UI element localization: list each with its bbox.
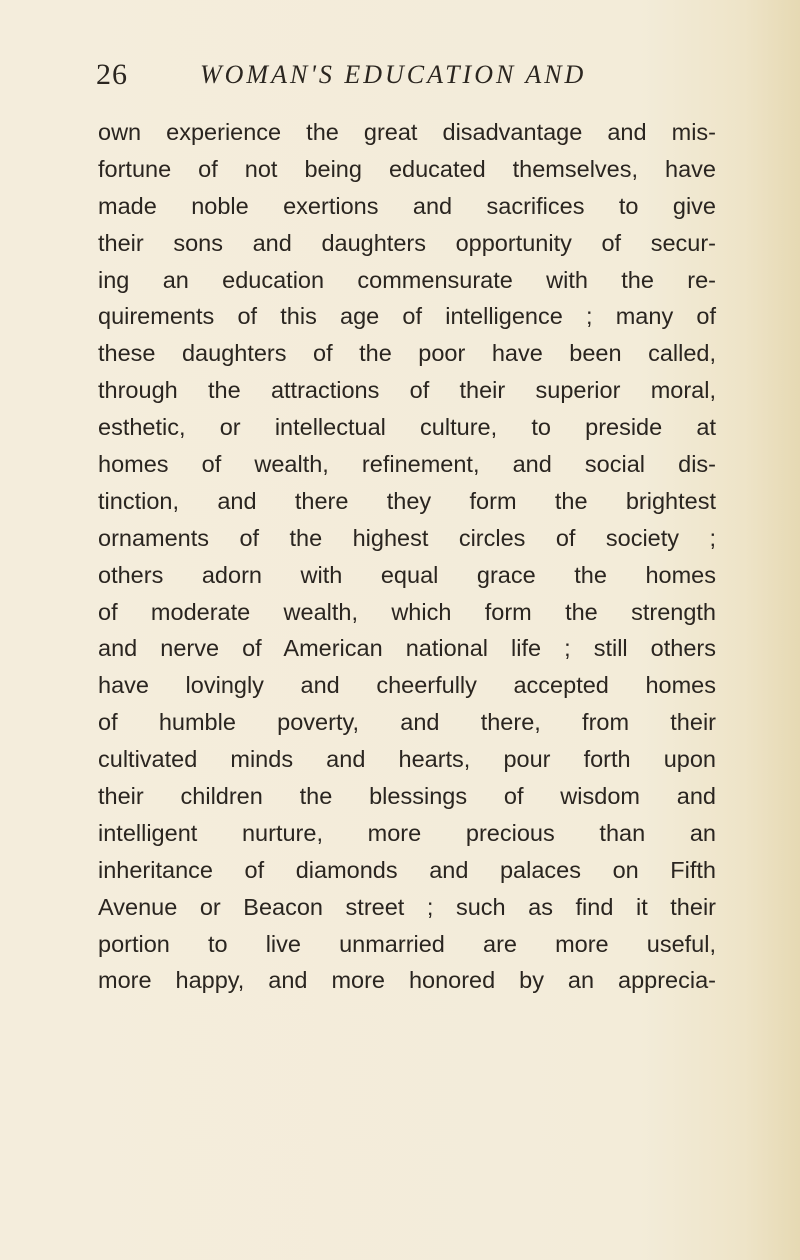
page-number: 26 — [96, 58, 128, 91]
text-line: tinction, and there they form the brightest — [98, 487, 716, 514]
text-line: more happy, and more honored by an apprecia- — [98, 967, 716, 994]
text-line: their children the blessings of wisdom and — [98, 783, 716, 810]
text-line: inheritance of diamonds and palaces on Fifth — [98, 856, 716, 883]
text-line: ing an education commensurate with the re- — [98, 266, 716, 293]
text-line: have lovingly and cheerfully accepted homes — [98, 672, 716, 699]
text-line: and nerve of American national life ; still others — [98, 635, 716, 662]
text-line: fortune of not being educated themselves, have — [98, 155, 716, 182]
running-head — [96, 58, 716, 98]
running-title: WOMAN'S EDUCATION AND — [200, 60, 587, 89]
text-line: of humble poverty, and there, from their — [98, 709, 716, 736]
text-line: of moderate wealth, which form the strength — [98, 598, 716, 625]
text-line: own experience the great disadvantage and mis- — [98, 119, 716, 145]
text-line: cultivated minds and hearts, pour forth upon — [98, 746, 716, 773]
text-line: portion to live unmarried are more useful, — [98, 930, 716, 957]
text-line: intelligent nurture, more precious than an — [98, 819, 716, 846]
text-line: others adorn with equal grace the homes — [98, 561, 716, 588]
text-line: through the attractions of their superior moral, — [98, 377, 716, 404]
body-text — [98, 114, 716, 999]
text-line: made noble exertions and sacrifices to give — [98, 192, 716, 219]
text-line: esthetic, or intellectual culture, to preside at — [98, 414, 716, 441]
text-line: these daughters of the poor have been called, — [98, 340, 716, 367]
text-line: their sons and daughters opportunity of secur- — [98, 229, 716, 256]
text-line: Avenue or Beacon street ; such as find it their — [98, 893, 716, 920]
text-line: quirements of this age of intelligence ; many of — [98, 303, 716, 330]
text-line: ornaments of the highest circles of society ; — [98, 524, 716, 551]
text-line: homes of wealth, refinement, and social dis- — [98, 451, 716, 478]
